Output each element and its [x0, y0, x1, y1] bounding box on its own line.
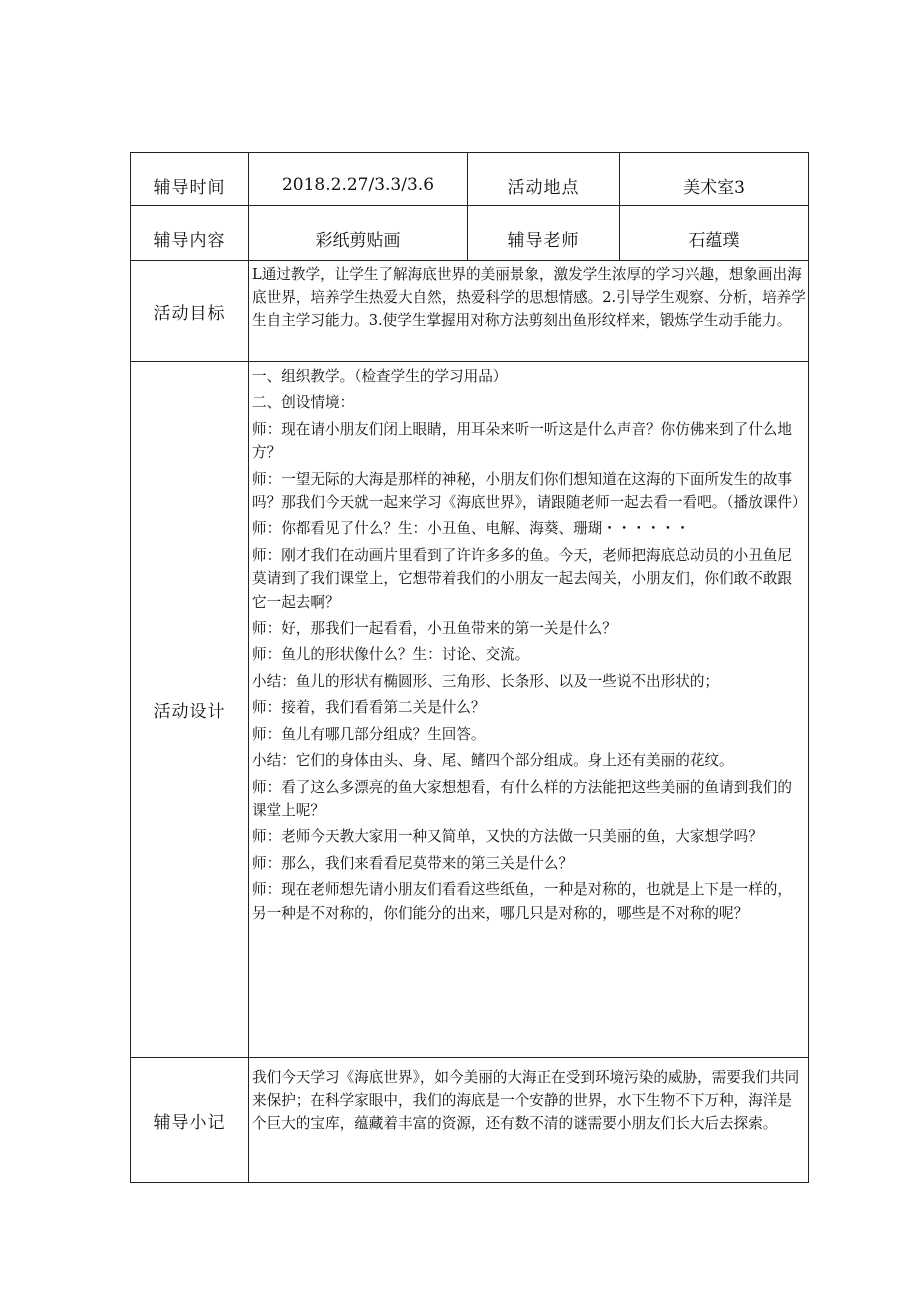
design-line: 一、组织教学。（检查学生的学习用品）: [252, 368, 508, 385]
design-line: 师：看了这么多漂亮的鱼大家想想看，有什么样的方法能把这些美丽的鱼请到我们的课堂上呢？: [252, 778, 792, 819]
notes-text: 我们今天学习《海底世界》，如今美丽的大海正在受到环境污染的威胁，需要我们共同来保护；在科学家眼中，我们的海底是一个安静的世界，水下生物不下万种，海洋是个巨大的宝库，蕴藏着丰富的资源，还有数不清的谜需要小朋友们长大后去探索。: [249, 1058, 809, 1183]
design-line: 小结：鱼儿的形状有椭圆形、三角形、长条形、以及一些说不出形状的；: [252, 672, 720, 690]
design-text: [249, 362, 809, 1058]
teacher-label: 辅导老师: [468, 206, 620, 261]
teacher-value: 石蕴璞: [620, 206, 809, 261]
goal-text: L通过教学，让学生了解海底世界的美丽景象，激发学生浓厚的学习兴趣，想象画出海底世界，培养学生热爱大自然，热爱科学的思想情感。2.引导学生观察、分析，培养学生自主学习能力。3.使学生掌握用对称方法剪刻出鱼形纹样来，锻炼学生动手能力。: [249, 261, 809, 362]
design-line: 师：老师今天教大家用一种又简单，又快的方法做一只美丽的鱼，大家想学吗？: [252, 828, 763, 846]
time-label: 辅导时间: [131, 153, 249, 206]
location-label: 活动地点: [468, 153, 620, 206]
location-value: 美术室3: [620, 153, 809, 206]
content-value: 彩纸剪贴画: [249, 206, 468, 261]
design-line: 师：刚才我们在动画片里看到了许许多多的鱼。今天，老师把海底总动员的小丑鱼尼莫请到了我们课堂上，它想带着我们的小朋友一起去闯关，小朋友们，你们敢不敢跟它一起去啊？: [252, 546, 792, 611]
design-line: 师：现在请小朋友们闭上眼睛，用耳朵来听一听这是什么声音？你仿佛来到了什么地方？: [252, 420, 792, 462]
design-label: 活动设计: [131, 362, 249, 1058]
tutoring-record-form: [130, 152, 808, 1183]
design-line: 小结：它们的身体由头、身、尾、鳍四个部分组成。身上还有美丽的花纹。: [252, 752, 734, 770]
goal-row: [131, 261, 809, 362]
time-value: 2018.2.27/3.3/3.6: [249, 153, 468, 206]
design-line: 师：鱼儿有哪几部分组成？生回答。: [252, 725, 486, 743]
design-line: 师：现在老师想先请小朋友们看看这些纸鱼，一种是对称的，也就是上下是一样的，另一种是不对称的，你们能分的出来，哪几只是对称的，哪些是不对称的呢？: [252, 881, 792, 922]
design-row: [131, 362, 809, 1058]
record-table: [130, 152, 809, 1183]
design-line: 师：鱼儿的形状像什么？生：讨论、交流。: [252, 646, 530, 664]
design-line: 师：一望无际的大海是那样的神秘，小朋友们你们想知道在这海的下面所发生的故事吗？那我们今天就一起来学习《海底世界》，请跟随老师一起去看一看吧。（播放课件）: [252, 470, 807, 512]
notes-label: 辅导小记: [131, 1058, 249, 1183]
notes-row: [131, 1058, 809, 1183]
design-line: 师：接着，我们看看第二关是什么？: [252, 699, 486, 717]
design-line: 师：那么，我们来看看尼莫带来的第三关是什么？: [252, 854, 574, 872]
time-location-row: [131, 153, 809, 206]
content-label: 辅导内容: [131, 206, 249, 261]
design-line: 二、创设情境：: [252, 394, 355, 412]
content-teacher-row: [131, 206, 809, 261]
design-line: 师：好，那我们一起看看，小丑鱼带来的第一关是什么？: [252, 620, 617, 638]
design-line: 师：你都看见了什么？生：小丑鱼、电解、海葵、珊瑚・・・・・・: [252, 520, 690, 538]
goal-label: 活动目标: [131, 261, 249, 362]
